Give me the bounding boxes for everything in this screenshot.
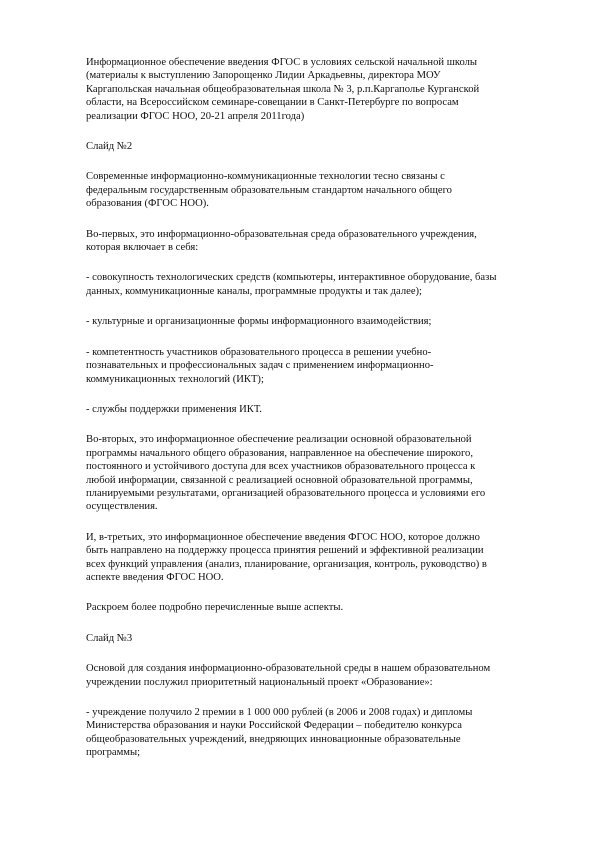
text-line: Основой для создания информационно-образовательной среды в нашем образовательном <box>86 663 491 675</box>
paragraph <box>86 662 556 689</box>
text-line: которая включает в себя: <box>86 242 199 254</box>
text-line: любой информации, связанной с реализацией основной образовательной программы, <box>86 474 473 486</box>
text-line: - учреждение получило 2 премии в 1 000 000 рублей (в 2006 и 2008 годах) и дипломы <box>86 707 473 718</box>
text-line: познавательных и профессиональных задач с применением информационно- <box>86 360 434 372</box>
text-line: И, в-третьих, это информационное обеспечение введения ФГОС НОО, которое должно <box>86 531 480 543</box>
text-line: данных, коммуникационные каналы, программные продукты и так далее); <box>86 285 422 297</box>
text-line: планируемыми результатами, организацией образовательного процесса и условиями его <box>86 487 486 499</box>
text-line: Современные информационно-коммуникационные технологии тесно связаны с <box>86 171 445 183</box>
text-line: Раскроем более подробно перечисленные выше аспекты. <box>86 602 344 614</box>
text-line: Слайд №3 <box>86 632 133 644</box>
paragraph <box>86 228 556 255</box>
paragraph <box>86 632 556 645</box>
paragraph <box>86 140 556 153</box>
text-line: области, на Всероссийском семинаре-совещании в Санкт-Петербурге по вопросам <box>86 97 459 109</box>
paragraph <box>86 346 556 386</box>
text-line: коммуникационных технологий (ИКТ); <box>86 373 264 385</box>
text-line: учреждении послужил приоритетный национальный проект «Образование»: <box>86 676 433 688</box>
paragraph <box>86 170 556 210</box>
text-line: аспекте введения ФГОС НОО. <box>86 571 224 583</box>
text-line: Министерства образования и науки Российской Федерации – победителю конкурса <box>86 720 462 732</box>
text-line: Каргапольская начальная общеобразовательная школа № 3, р.п.Каргаполье Курганской <box>86 83 480 95</box>
text-line: образования (ФГОС НОО). <box>86 198 209 210</box>
text-line: программы начального общего образования, направленное на обеспечение широкого, <box>86 447 473 459</box>
text-line: (материалы к выступлению Запорощенко Лидии Аркадьевны, директора МОУ <box>86 70 441 82</box>
text-line: постоянного и устойчивого доступа для всех участников образовательного процесса к <box>86 461 476 473</box>
text-line: Слайд №2 <box>86 141 133 153</box>
paragraph <box>86 56 556 123</box>
paragraph <box>86 706 556 760</box>
text-line: федеральным государственным образовательным стандартом начального общего <box>86 184 452 196</box>
paragraph <box>86 315 556 328</box>
paragraph <box>86 433 556 513</box>
text-line: реализации ФГОС НОО, 20-21 апреля 2011года) <box>86 110 305 122</box>
text-line: Информационное обеспечение введения ФГОС в условиях сельской начальной школы <box>86 57 478 68</box>
document-body <box>86 56 556 777</box>
text-line: - службы поддержки применения ИКТ. <box>86 403 262 415</box>
text-line: Во-вторых, это информационное обеспечение реализации основной образовательной <box>86 434 472 446</box>
text-line: быть направлено на поддержку процесса принятия решений и эффективной реализации <box>86 545 484 557</box>
text-line: программы; <box>86 747 141 759</box>
paragraph <box>86 403 556 416</box>
text-line: осуществления. <box>86 501 158 513</box>
paragraph <box>86 531 556 585</box>
text-line: Во-первых, это информационно-образовательная среда образовательного учреждения, <box>86 228 477 240</box>
text-line: - совокупность технологических средств (компьютеры, интерактивное оборудование, базы <box>86 272 497 284</box>
text-line: всех функций управления (анализ, планирование, организация, контроль, руководство) в <box>86 558 487 570</box>
text-line: - компетентность участников образовательного процесса в решении учебно- <box>86 346 432 358</box>
text-line: общеобразовательных учреждений, внедряющих инновационные образовательные <box>86 733 461 745</box>
paragraph <box>86 601 556 614</box>
paragraph <box>86 271 556 298</box>
text-line: - культурные и организационные формы информационного взаимодействия; <box>86 316 432 328</box>
